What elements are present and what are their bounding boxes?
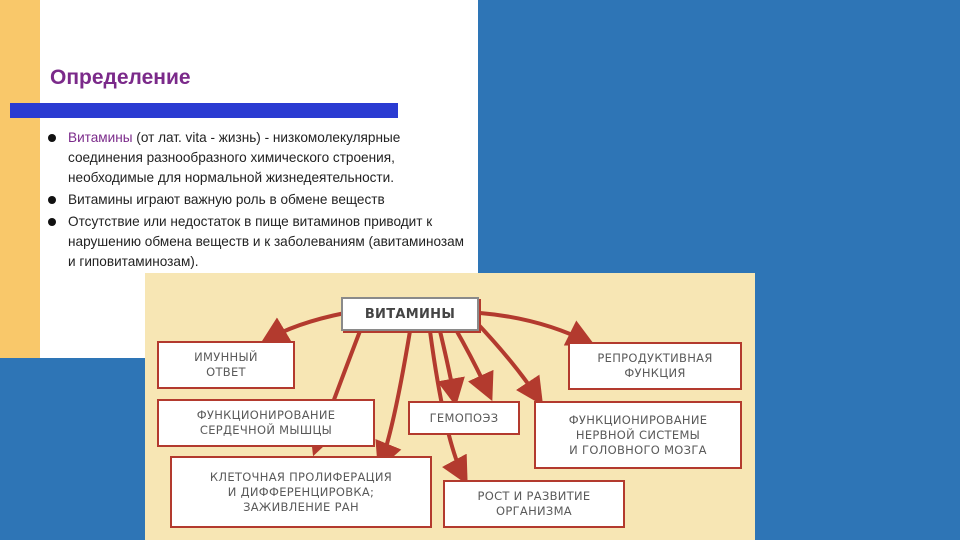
box-label: ФУНКЦИЯ	[624, 366, 686, 380]
box-label: ОТВЕТ	[206, 365, 246, 379]
box-vitamins-label: ВИТАМИНЫ	[364, 306, 456, 322]
arrow-to-prolif	[380, 331, 410, 465]
box-label: ЗАЖИВЛЕНИЕ РАН	[243, 499, 359, 514]
box-label: НЕРВНОЙ СИСТЕМЫ	[575, 427, 701, 442]
box-label: ОРГАНИЗМА	[496, 504, 572, 518]
box-nervous-function	[534, 401, 742, 469]
box-reproductive-function	[568, 342, 742, 390]
arrow-to-hemo	[440, 331, 455, 401]
bullet-dot-icon	[48, 218, 56, 226]
box-immune-response	[157, 341, 295, 389]
box-vitamins	[341, 297, 479, 331]
slide-title: Определение	[50, 66, 191, 89]
arrow-to-growth-2	[455, 328, 490, 396]
box-hemopoiesis	[408, 401, 520, 435]
box-label: ФУНКЦИОНИРОВАНИЕ	[196, 408, 336, 422]
box-cell-proliferation	[170, 456, 432, 528]
bullet-dot-icon	[48, 134, 56, 142]
bullet-item	[48, 190, 473, 210]
bullet-list	[48, 128, 473, 274]
bullet-text: Отсутствие или недостаток в пище витаминов приводит к нарушению обмена веществ и к заболеваниям (авитаминозам и гиповитаминозам).	[68, 214, 465, 269]
box-label: И ДИФФЕРЕНЦИРОВКА;	[227, 484, 375, 499]
box-label: СЕРДЕЧНОЙ МЫШЦЫ	[199, 423, 333, 437]
box-label: КЛЕТОЧНАЯ ПРОЛИФЕРАЦИЯ	[209, 469, 393, 484]
box-label: ГЕМОПОЭЗ	[429, 410, 499, 425]
arrow-to-immune	[265, 313, 345, 341]
arrow-to-repro	[480, 313, 590, 343]
box-label: РОСТ И РАЗВИТИЕ	[477, 489, 591, 503]
bullet-item	[48, 212, 473, 272]
bullet-dot-icon	[48, 196, 56, 204]
box-growth-development	[443, 480, 625, 528]
vitamins-diagram	[145, 273, 755, 540]
title-underline-bar	[10, 103, 398, 118]
bullet-item	[48, 128, 473, 188]
box-label: ФУНКЦИОНИРОВАНИЕ	[568, 412, 708, 427]
box-label: ИМУННЫЙ	[194, 350, 258, 364]
box-heart-function	[157, 399, 375, 447]
bullet-text: Витамины играют важную роль в обмене веществ	[68, 192, 385, 207]
content-panel-top	[168, 0, 478, 42]
box-label: РЕПРОДУКТИВНАЯ	[597, 351, 713, 365]
bullet-highlight: Витамины	[68, 130, 133, 145]
box-label: И ГОЛОВНОГО МОЗГА	[569, 442, 707, 457]
bullet-text: (от лат. vita - жизнь) - низкомолекулярные соединения разнообразного химического строения, необходимые для нормальной жизнедеятельности.	[68, 130, 401, 185]
